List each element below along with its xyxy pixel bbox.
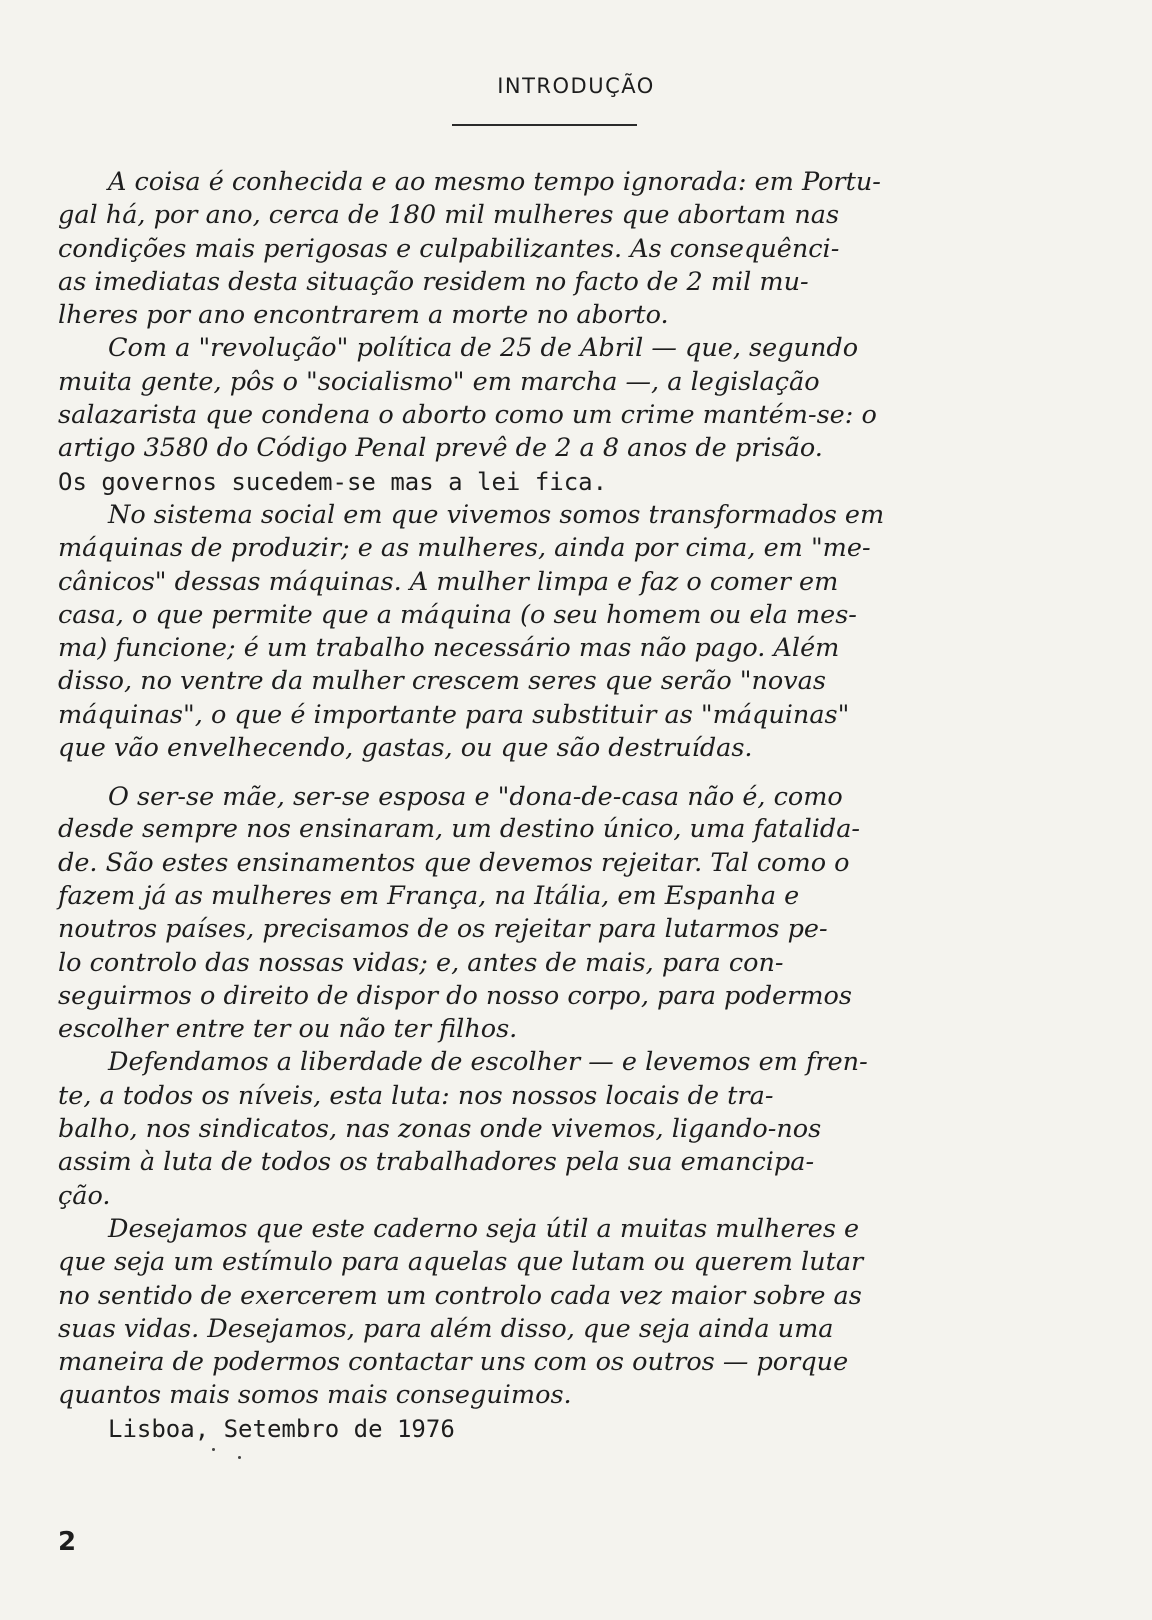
text-line: ma) funcione; é um trabalho necessário mas não pago. Além [58, 633, 840, 664]
text-line: O ser-se mãe, ser-se esposa e "dona-de-casa não é, como [108, 782, 843, 813]
text-line: Defendamos a liberdade de escolher — e levemos em fren- [108, 1047, 868, 1078]
paper-speck [212, 1448, 215, 1451]
text-line: Com a "revolução" política de 25 de Abril — que, segundo [108, 333, 859, 364]
text-line: No sistema social em que vivemos somos transformados em [108, 499, 885, 530]
text-line: as imediatas desta situação residem no facto de 2 mil mu- [58, 266, 809, 297]
text-line: lo controlo das nossas vidas; e, antes de mais, para con- [58, 947, 784, 978]
text-line: de. São estes ensinamentos que devemos rejeitar. Tal como o [58, 847, 850, 878]
text-line: lheres por ano encontrarem a morte no aborto. [58, 300, 669, 331]
text-line: que seja um estímulo para aquelas que lutam ou querem lutar [58, 1247, 864, 1278]
text-line: máquinas", o que é importante para substituir as "máquinas" [58, 699, 850, 730]
text-line: quantos mais somos mais conseguimos. [58, 1380, 572, 1411]
text-line: te, a todos os níveis, esta luta: nos nossos locais de tra- [58, 1080, 774, 1111]
text-line: fazem já as mulheres em França, na Itália, em Espanha e [58, 880, 800, 911]
text-line: casa, o que permite que a máquina (o seu homem ou ela mes- [58, 599, 857, 630]
paper-speck [238, 1456, 241, 1459]
text-line: suas vidas. Desejamos, para além disso, que seja ainda uma [58, 1313, 834, 1344]
text-line: assim à luta de todos os trabalhadores pela sua emancipa- [58, 1147, 815, 1178]
page-title: INTRODUÇÃO [497, 74, 655, 98]
text-line: noutros países, precisamos de os rejeitar para lutarmos pe- [58, 914, 828, 945]
text-line: ção. [58, 1180, 111, 1211]
text-line: escolher entre ter ou não ter filhos. [58, 1014, 518, 1045]
page-number: 2 [58, 1527, 77, 1557]
text-line: disso, no ventre da mulher crescem seres que serão "novas [58, 666, 826, 697]
text-line: desde sempre nos ensinaram, um destino único, uma fatalida- [58, 814, 861, 845]
text-line: cânicos" dessas máquinas. A mulher limpa e faz o comer em [58, 566, 839, 597]
text-line: salazarista que condena o aborto como um crime mantém-se: o [58, 400, 877, 431]
text-line: maneira de podermos contactar uns com os outros — porque [58, 1347, 849, 1378]
text-line: muita gente, pôs o "socialismo" em marcha —, a legislação [58, 366, 820, 397]
text-line: Os governos sucedem-se mas a lei fica. [58, 467, 608, 496]
text-line: no sentido de exercerem um controlo cada vez maior sobre as [58, 1280, 862, 1311]
title-underline [452, 124, 637, 126]
signature-line: Lisboa, Setembro de 1976 [108, 1414, 455, 1443]
text-line: gal há, por ano, cerca de 180 mil mulheres que abortam nas [58, 200, 840, 231]
text-line: condições mais perigosas e culpabilizantes. As consequênci- [58, 233, 840, 264]
text-line: Desejamos que este caderno seja útil a muitas mulheres e [108, 1213, 860, 1244]
introduction-text [58, 166, 1118, 1446]
text-line: que vão envelhecendo, gastas, ou que são destruídas. [58, 733, 753, 764]
text-line: A coisa é conhecida e ao mesmo tempo ignorada: em Portu- [108, 167, 881, 197]
text-line: artigo 3580 do Código Penal prevê de 2 a 8 anos de prisão. [58, 433, 823, 464]
text-line: máquinas de produzir; e as mulheres, ainda por cima, em "me- [58, 533, 871, 564]
text-line: seguirmos o direito de dispor do nosso corpo, para podermos [58, 980, 852, 1011]
text-line: balho, nos sindicatos, nas zonas onde vivemos, ligando-nos [58, 1114, 822, 1145]
